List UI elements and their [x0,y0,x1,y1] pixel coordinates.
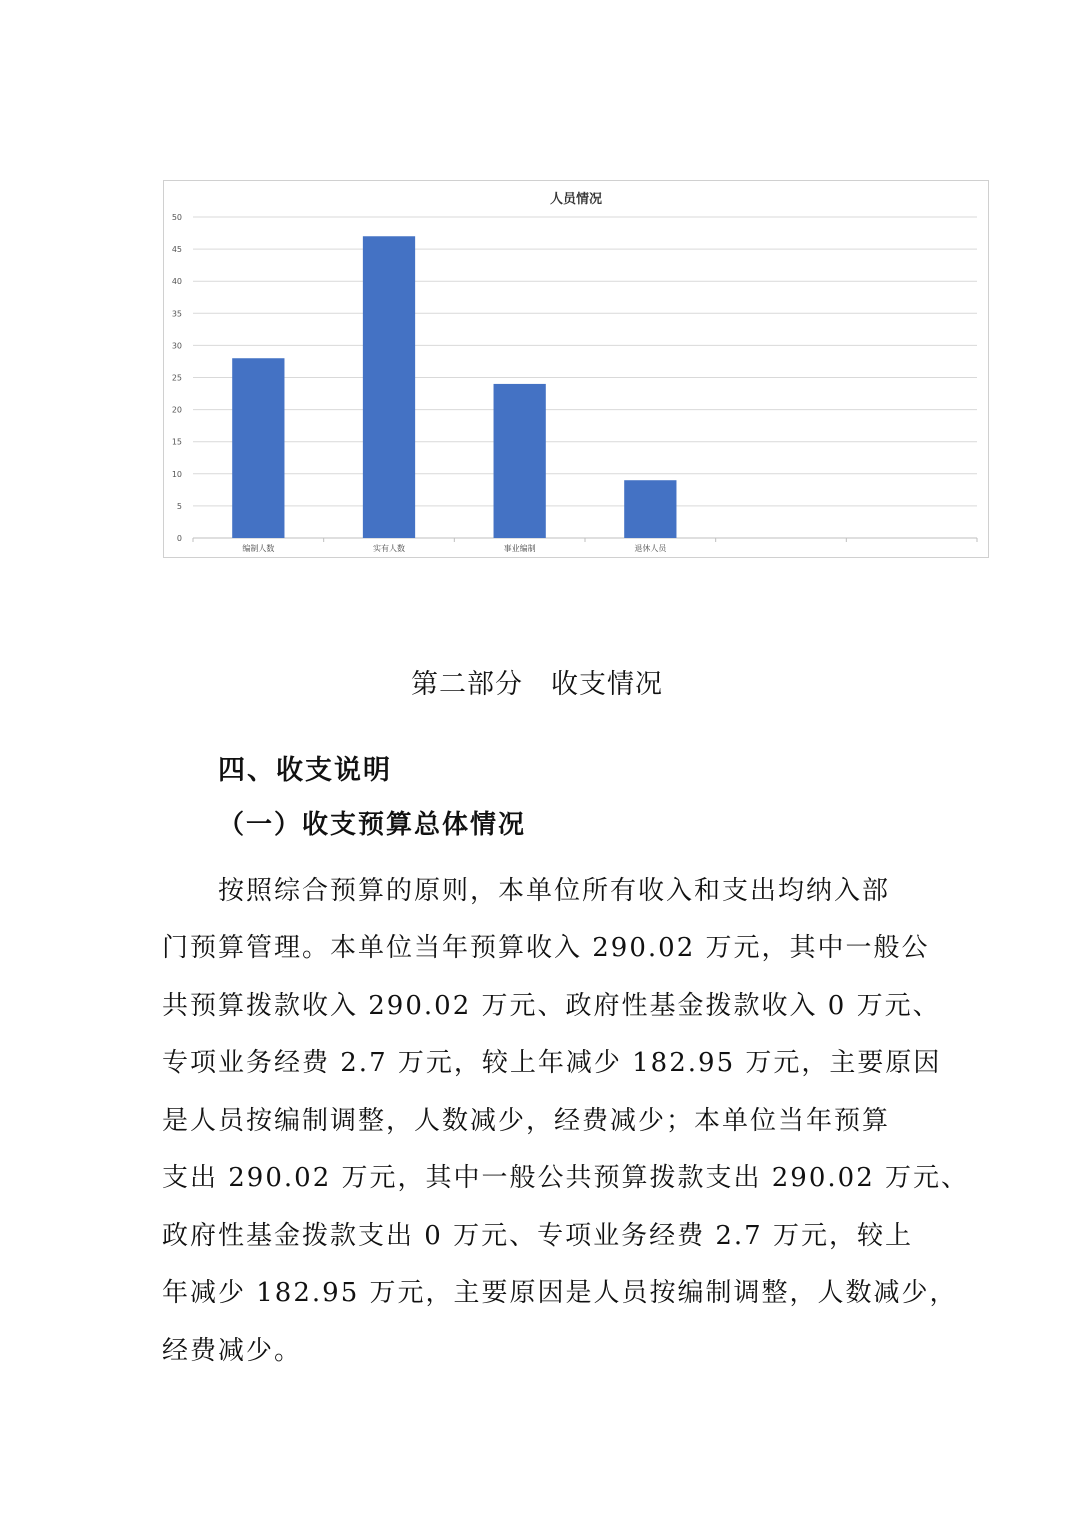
paragraph-line: 支出 290.02 万元，其中一般公共预算拨款支出 290.02 万元、 [162,1163,970,1193]
heading-income-expense-notes: 四、收支说明 [218,755,392,786]
x-tick-label: 编制人数 [242,544,275,553]
section-title: 第二部分 收支情况 [411,669,663,700]
paragraph-line: 按照综合预算的原则，本单位所有收入和支出均纳入部 [162,876,891,906]
y-tick-label: 40 [171,277,182,287]
paragraph-line: 专项业务经费 2.7 万元，较上年减少 182.95 万元，主要原因 [162,1048,942,1078]
bar [494,384,546,538]
y-tick-label: 35 [171,309,182,319]
y-tick-label: 25 [171,373,182,383]
y-tick-label: 5 [176,501,182,511]
chart-title: 人员情况 [549,192,603,207]
paragraph-line: 共预算拨款收入 290.02 万元、政府性基金拨款收入 0 万元、 [162,991,941,1021]
y-tick-label: 0 [176,534,182,543]
y-tick-label: 45 [171,245,182,255]
paragraph-line: 年减少 182.95 万元，主要原因是人员按编制调整，人数减少， [162,1278,958,1308]
bar [363,236,415,538]
y-tick-label: 15 [171,437,182,447]
x-tick-label: 实有人数 [373,544,405,553]
bar-chart [163,180,989,558]
bar [624,480,676,538]
paragraph-line: 是人员按编制调整，人数减少，经费减少；本单位当年预算 [162,1106,891,1136]
paragraph-line: 政府性基金拨款支出 0 万元、专项业务经费 2.7 万元，较上 [162,1221,913,1251]
paragraph-line: 门预算管理。本单位当年预算收入 290.02 万元，其中一般公 [162,933,930,963]
x-tick-label: 事业编制 [503,544,536,553]
y-tick-label: 50 [171,213,182,222]
y-tick-label: 30 [171,341,182,351]
heading-budget-overview: （一）收支预算总体情况 [218,810,527,840]
paragraph-line: 经费减少。 [162,1336,303,1366]
y-tick-label: 10 [171,469,182,479]
bar [232,358,284,538]
y-tick-label: 20 [171,405,182,415]
chart-canvas [164,181,988,557]
x-tick-label: 退休人员 [634,544,667,553]
